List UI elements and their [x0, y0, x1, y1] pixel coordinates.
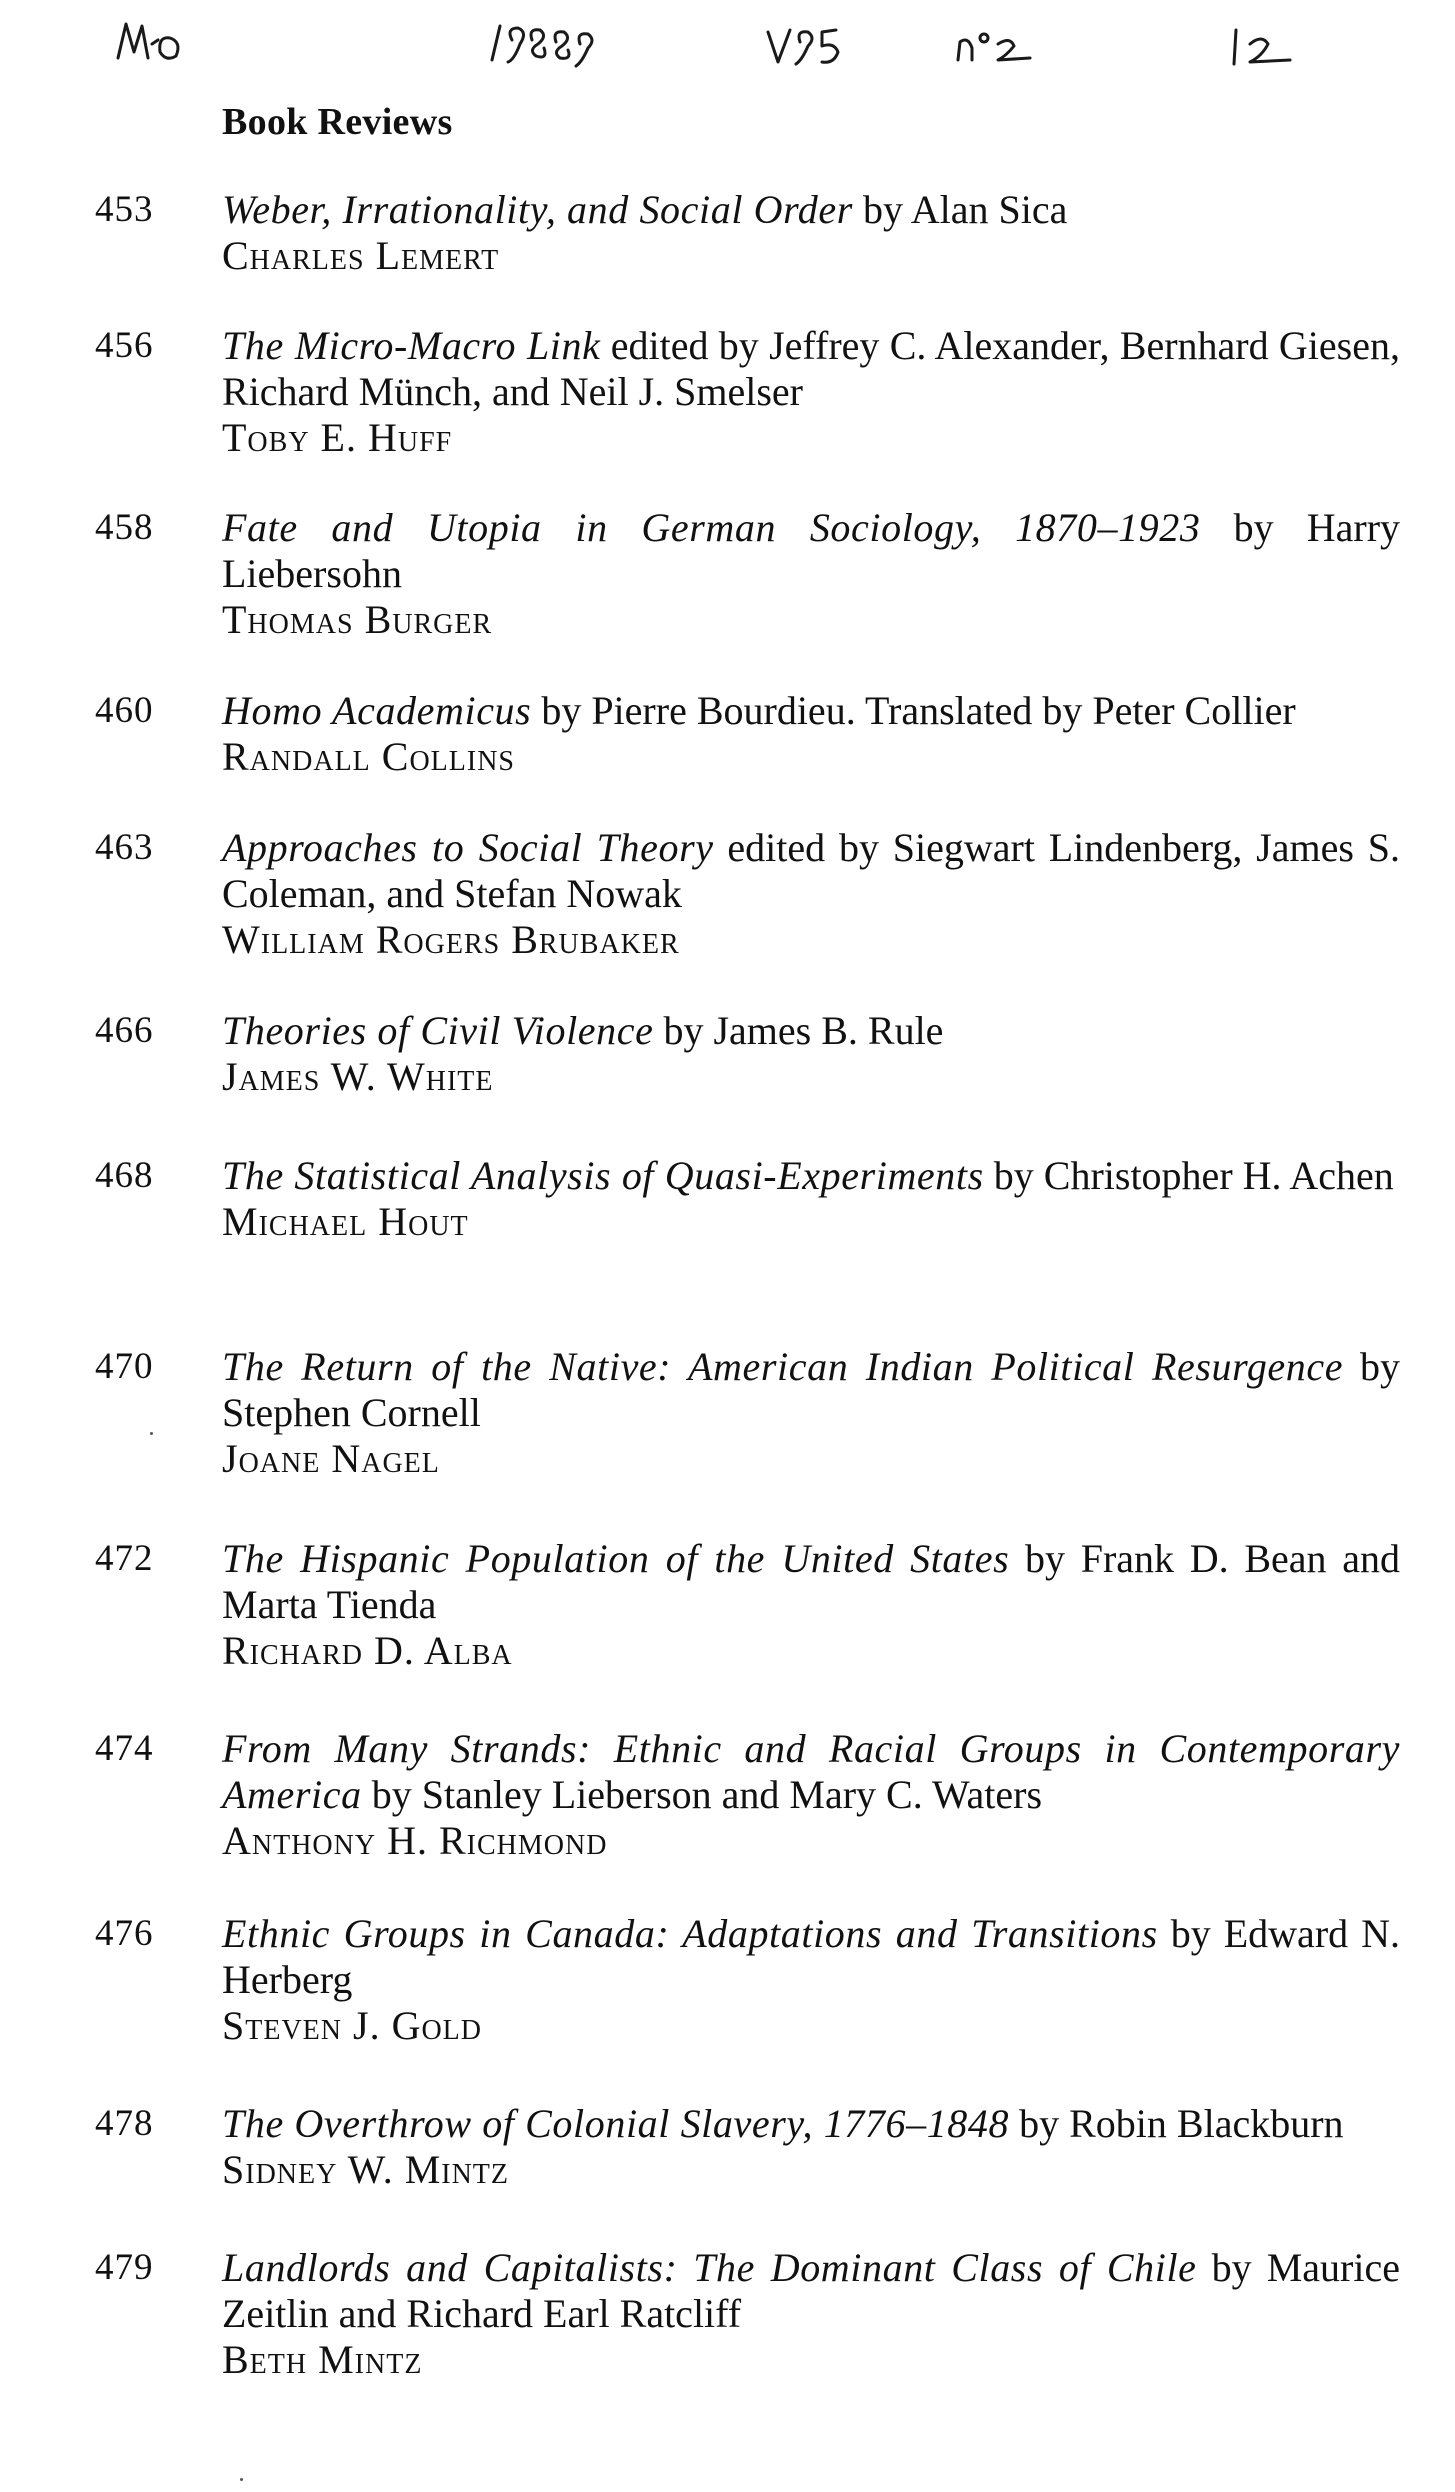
book-title: From Many Strands: Ethnic and Racial Groups in Contemporary America: [222, 1726, 1400, 1817]
book-details: by Stephen Cornell: [222, 1344, 1400, 1435]
book-details: by James B. Rule: [653, 1008, 944, 1053]
entry-body: [222, 1344, 1400, 1482]
book-details: by Harry Liebersohn: [222, 505, 1401, 596]
reviewer-name: Steven J. Gold: [222, 2003, 482, 2048]
entry-body: [222, 1008, 1400, 1100]
entry-body: [222, 1153, 1400, 1245]
reviewer-name: William Rogers Brubaker: [222, 917, 680, 962]
page-number: 479: [95, 2247, 154, 2288]
book-title: The Micro-Macro Link: [222, 323, 601, 368]
book-details: by Stanley Lieberson and Mary C. Waters: [361, 1772, 1043, 1817]
book-details: by Christopher H. Achen: [983, 1153, 1394, 1198]
book-title: Landlords and Capitalists: The Dominant Class of Chile: [222, 2245, 1197, 2290]
page-number: 470: [95, 1346, 154, 1387]
page-number: 456: [95, 325, 154, 366]
page-number: 474: [95, 1728, 154, 1769]
book-title: Theories of Civil Violence: [222, 1008, 654, 1053]
entry-body: [222, 323, 1400, 461]
book-title: The Return of the Native: American Indian Political Resurgence: [222, 1344, 1344, 1389]
handwritten-note: [0, 0, 1455, 110]
book-title: Homo Academicus: [222, 688, 532, 733]
book-details: by Frank D. Bean and Marta Tienda: [222, 1536, 1400, 1627]
page-number: 463: [95, 827, 154, 868]
page-number: 453: [95, 189, 154, 230]
entry-body: [222, 187, 1400, 279]
section-title: Book Reviews: [222, 101, 453, 143]
page-number: 466: [95, 1010, 154, 1051]
book-details: by Maurice Zeitlin and Richard Earl Ratcliff: [222, 2245, 1400, 2336]
book-title: The Statistical Analysis of Quasi-Experiments: [222, 1153, 984, 1198]
book-details: by Edward N. Herberg: [222, 1911, 1400, 2002]
book-details: edited by Jeffrey C. Alexander, Bernhard Giesen, Richard Münch, and Neil J. Smelser: [222, 323, 1400, 414]
book-title: Ethnic Groups in Canada: Adaptations and Transitions: [222, 1911, 1158, 1956]
reviewer-name: Sidney W. Mintz: [222, 2147, 510, 2192]
entry-body: [222, 1911, 1400, 2049]
scan-speck: [240, 2478, 243, 2481]
entry-body: [222, 2245, 1400, 2383]
entry-body: [222, 825, 1400, 963]
scan-speck: [150, 1432, 153, 1435]
book-details: by Alan Sica: [852, 187, 1068, 232]
book-details: by Pierre Bourdieu. Translated by Peter Collier: [531, 688, 1296, 733]
reviewer-name: Thomas Burger: [222, 597, 493, 642]
book-title: Approaches to Social Theory: [222, 825, 714, 870]
reviewer-name: Toby E. Huff: [222, 415, 453, 460]
reviewer-name: Anthony H. Richmond: [222, 1818, 608, 1863]
book-details: edited by Siegwart Lindenberg, James S. Coleman, and Stefan Nowak: [222, 825, 1400, 916]
reviewer-name: Joane Nagel: [222, 1436, 440, 1481]
entry-body: [222, 1536, 1400, 1674]
page-number: 472: [95, 1538, 154, 1579]
page-number: 478: [95, 2103, 154, 2144]
entry-body: [222, 1726, 1400, 1864]
entry-body: [222, 2101, 1400, 2193]
book-details: by Robin Blackburn: [1009, 2101, 1344, 2146]
reviewer-name: James W. White: [222, 1054, 494, 1099]
book-title: Fate and Utopia in German Sociology, 1870–1923: [222, 505, 1201, 550]
page-number: 476: [95, 1913, 154, 1954]
page-number: 458: [95, 507, 154, 548]
entry-body: [222, 688, 1400, 780]
book-title: Weber, Irrationality, and Social Order: [222, 187, 853, 232]
reviewer-name: Beth Mintz: [222, 2337, 423, 2382]
reviewer-name: Charles Lemert: [222, 233, 500, 278]
entry-body: [222, 505, 1400, 643]
book-title: The Hispanic Population of the United States: [222, 1536, 1010, 1581]
reviewer-name: Richard D. Alba: [222, 1628, 513, 1673]
page-number: 460: [95, 690, 154, 731]
page-number: 468: [95, 1155, 154, 1196]
reviewer-name: Michael Hout: [222, 1199, 469, 1244]
reviewer-name: Randall Collins: [222, 734, 515, 779]
book-title: The Overthrow of Colonial Slavery, 1776–1848: [222, 2101, 1010, 2146]
